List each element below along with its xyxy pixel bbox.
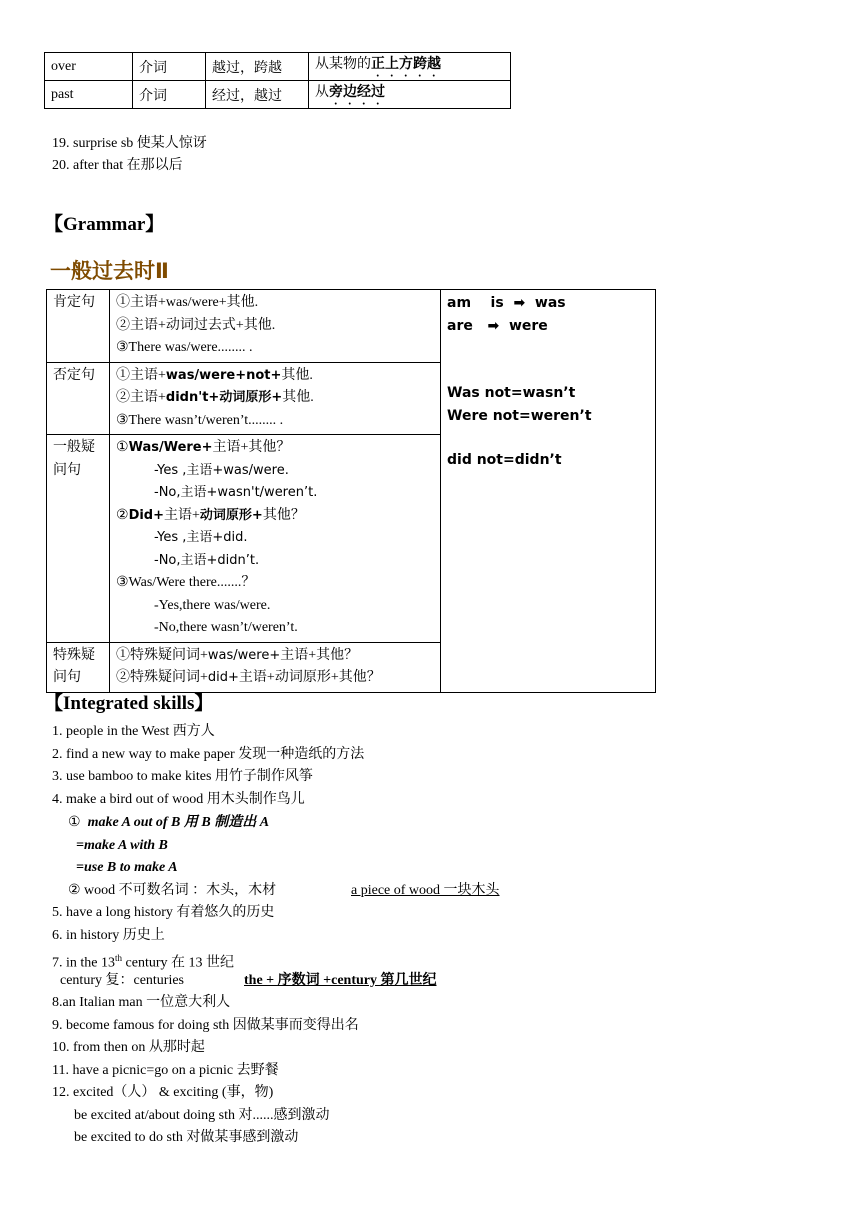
answer-line: -No,主语+didn’t. bbox=[154, 552, 260, 568]
desc-cell bbox=[309, 53, 511, 81]
answer-line: -No,主语+wasn't/weren’t. bbox=[154, 485, 318, 500]
skill-item: 10. from then on 从那时起 bbox=[52, 1040, 205, 1055]
row-label-negative: 否定句 bbox=[47, 362, 110, 435]
answer-line: -Yes,there was/were. bbox=[154, 597, 271, 613]
rule-line: ②特殊疑问词+did+主语+动词原形+其他？ bbox=[116, 670, 381, 685]
skill-item: 2. find a new way to make paper 发现一种造纸的方法 bbox=[52, 747, 365, 762]
negative-rules bbox=[110, 362, 441, 435]
row-label-affirmative: 肯定句 bbox=[47, 290, 110, 363]
skill-item: 5. have a long history 有着悠久的历史 bbox=[52, 905, 275, 920]
general-question-rules bbox=[110, 435, 441, 643]
desc-emphasis: 正上方跨越 bbox=[371, 57, 441, 72]
skill-subitem: century 复：centuries bbox=[60, 973, 185, 988]
rule-line: ②主语+动词过去式+其他. bbox=[116, 317, 276, 333]
table-row bbox=[47, 290, 656, 363]
side-notes bbox=[441, 290, 656, 693]
note-werent: Were not=weren’t bbox=[447, 407, 592, 424]
skill-item: 9. become famous for doing sth 因做某事而变得出名 bbox=[52, 1018, 359, 1033]
rule-line: ①Was/Were+主语+其他？ bbox=[116, 440, 291, 455]
affirmative-rules bbox=[110, 290, 441, 363]
special-question-rules bbox=[110, 642, 441, 692]
skill-subitem: be excited at/about doing sth 对......感到激动 bbox=[74, 1108, 330, 1123]
desc-prefix: 从某物的 bbox=[315, 57, 371, 72]
note-are: are ➡ were bbox=[447, 317, 548, 334]
answer-line: -No,there wasn’t/weren’t. bbox=[154, 620, 298, 635]
skill-subitem-underlined: the + 序数词 +century 第几世纪 bbox=[244, 973, 437, 988]
skill-subitem-underlined: a piece of wood 一块木头 bbox=[351, 883, 500, 898]
answer-line: -Yes ,主语+was/were. bbox=[154, 462, 289, 478]
word-cell: over bbox=[45, 53, 133, 81]
row-label-special-question: 特殊疑问句 bbox=[47, 642, 110, 692]
answer-line: -Yes ,主语+did. bbox=[154, 530, 248, 545]
skill-item: 12. excited（人） & exciting (事，物) bbox=[52, 1085, 274, 1100]
skill-subitem: ② wood 不可数名词 ：木头，木材 bbox=[68, 883, 277, 898]
skill-item: 1. people in the West 西方人 bbox=[52, 724, 215, 739]
skill-subitem: =make A with B bbox=[76, 838, 168, 853]
grammar-heading: 【Grammar】 bbox=[44, 214, 165, 235]
rule-line: ①主语+was/were+not+其他. bbox=[116, 367, 313, 383]
skill-subitem: ① make A out of B 用 B 制造出 A bbox=[68, 815, 270, 830]
rule-line: ②主语+didn't+动词原形+其他. bbox=[116, 390, 314, 405]
arrow-right-icon: ➡ bbox=[513, 295, 526, 311]
skills-heading: 【Integrated skills】 bbox=[44, 693, 214, 714]
row-label-general-question: 一般疑问句 bbox=[47, 435, 110, 643]
rule-line: ①特殊疑问词+was/were+主语+其他？ bbox=[116, 647, 359, 663]
table-row bbox=[45, 81, 511, 109]
skill-item: 4. make a bird out of wood 用木头制作鸟儿 bbox=[52, 792, 305, 807]
vocab-item-19: 19. surprise sb 使某人惊讶 bbox=[52, 136, 207, 151]
rule-line: ②Did+主语+动词原形+其他？ bbox=[116, 507, 305, 523]
rule-line: ③There was/were........ . bbox=[116, 340, 253, 355]
skill-item: 7. in the 13th century 在 13 世纪 bbox=[52, 953, 234, 971]
meaning-cell: 经过，越过 bbox=[206, 81, 309, 109]
skill-item: 11. have a picnic=go on a picnic 去野餐 bbox=[52, 1063, 279, 1078]
grammar-title: 一般过去时Ⅱ bbox=[50, 259, 169, 283]
note-didnt: did not=didn’t bbox=[447, 452, 562, 468]
skill-subitem: =use B to make A bbox=[76, 860, 178, 875]
word-cell: past bbox=[45, 81, 133, 109]
note-am-is: am is ➡ was bbox=[447, 295, 566, 311]
skill-item: 6. in history 历史上 bbox=[52, 928, 165, 943]
arrow-right-icon: ➡ bbox=[487, 317, 500, 334]
rule-line: ①主语+was/were+其他. bbox=[116, 295, 259, 310]
meaning-cell: 越过，跨越 bbox=[206, 53, 309, 81]
skill-item: 3. use bamboo to make kites 用竹子制作风筝 bbox=[52, 769, 313, 784]
grammar-table bbox=[46, 289, 656, 693]
rule-line: ③Was/Were there.......？ bbox=[116, 575, 256, 590]
skill-subitem: be excited to do sth 对做某事感到激动 bbox=[74, 1130, 299, 1145]
table-row bbox=[45, 53, 511, 81]
rule-line: ③There wasn’t/weren’t........ . bbox=[116, 412, 284, 428]
pos-cell: 介词 bbox=[133, 81, 206, 109]
vocab-item-20: 20. after that 在那以后 bbox=[52, 158, 183, 173]
skill-item: 8.an Italian man 一位意大利人 bbox=[52, 995, 231, 1010]
pos-cell: 介词 bbox=[133, 53, 206, 81]
note-wasnt: Was not=wasn’t bbox=[447, 385, 576, 401]
preposition-table bbox=[44, 52, 511, 109]
desc-cell bbox=[309, 81, 511, 109]
desc-emphasis: 旁边经过 bbox=[329, 85, 385, 100]
desc-prefix: 从 bbox=[315, 85, 329, 100]
